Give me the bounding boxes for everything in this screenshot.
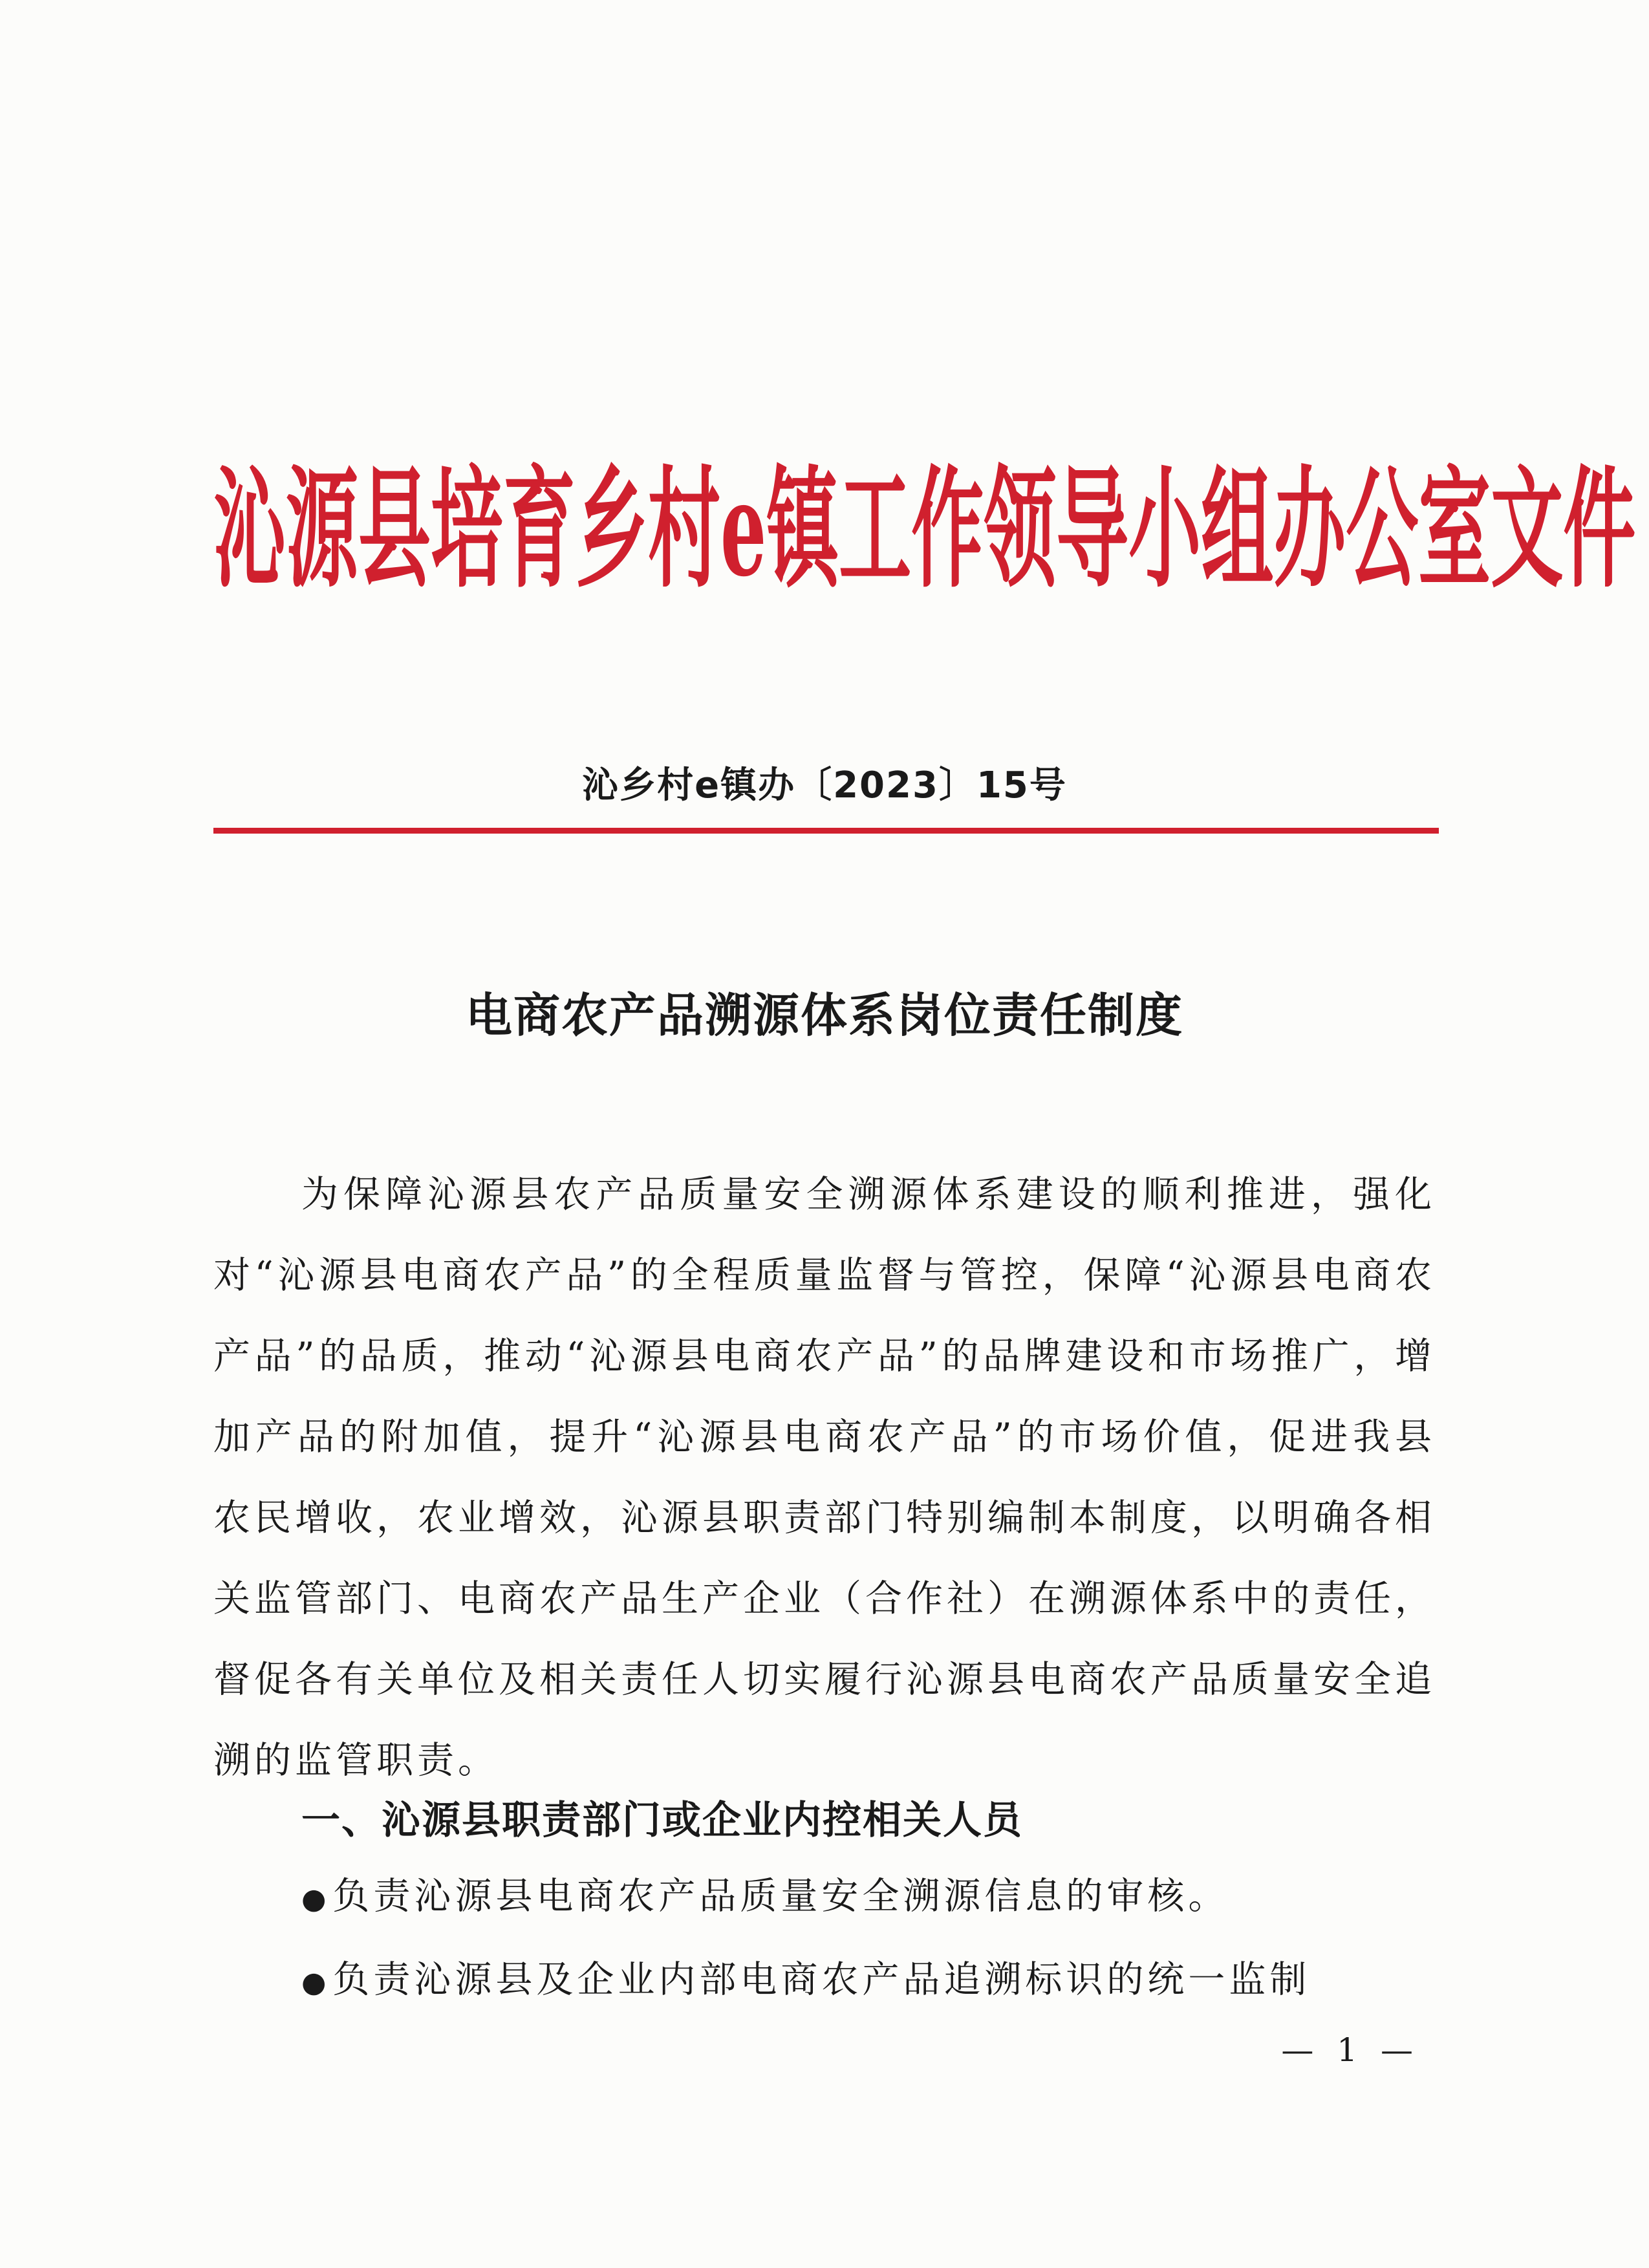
page-number: — 1 — (1281, 2031, 1419, 2069)
responsibility-list (301, 1856, 1436, 2023)
list-item (301, 1939, 1436, 2023)
intro-paragraph: 为保障沁源县农产品质量安全溯源体系建设的顺利推进，强化对“沁源县电商农产品”的全程质量监督与管控，保障“沁源县电商农产品”的品质，推动“沁源县电商农产品”的品牌建设和市场推广，增加产品的附加值，提升“沁源县电商农产品”的市场价值，促进我县农民增收，农业增效，沁源县职责部门特别编制本制度，以明确各相关监管部门、电商农产品生产企业（合作社）在溯源体系中的责任，督促各有关单位及相关责任人切实履行沁源县电商农产品质量安全追溯的监管职责。 (213, 1173, 1436, 1782)
list-item-text: 负责沁源县电商农产品质量安全溯源信息的审核。 (332, 1875, 1229, 1917)
document-title: 电商农产品溯源体系岗位责任制度 (465, 988, 1183, 1042)
issuing-organization-title: 沁源县培育乡村e镇工作领导小组办公室文件 (213, 453, 1636, 606)
bullet-icon: ● (301, 1883, 330, 1916)
section-heading: 一、沁源县职责部门或企业内控相关人员 (301, 1798, 1023, 1843)
issuing-organization-header (213, 420, 1636, 640)
red-divider-line (213, 828, 1439, 834)
document-number: 沁乡村e镇办〔2023〕15号 (582, 764, 1067, 806)
list-item-text: 负责沁源县及企业内部电商农产品追溯标识的统一监制 (332, 1958, 1311, 2001)
bullet-icon: ● (301, 1966, 330, 1999)
list-item (301, 1856, 1436, 1939)
